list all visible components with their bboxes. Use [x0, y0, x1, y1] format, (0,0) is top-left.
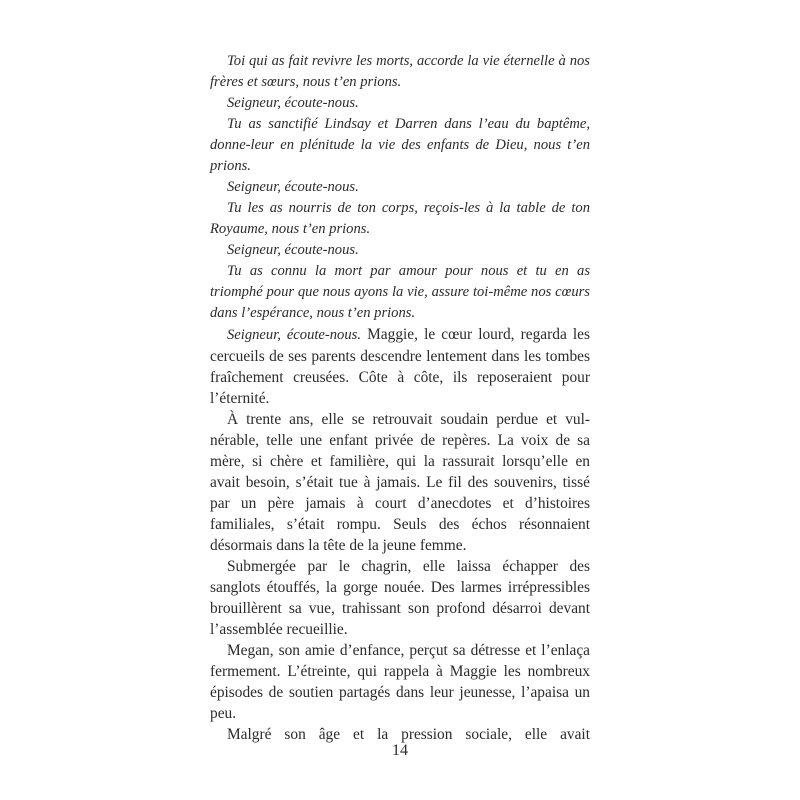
prayer-line-1: Toi qui as fait revivre les morts, accorde la vie éternelle à nos frères et sœurs, nous t’en prions.	[210, 53, 590, 90]
prayer-line-3: Tu les as nourris de ton corps, reçois-les à la table de ton Royaume, nous t’en prions.	[210, 200, 590, 237]
response-line-1: Seigneur, écoute-nous.	[227, 95, 359, 111]
response-line-3: Seigneur, écoute-nous.	[227, 242, 359, 258]
page-number: 14	[392, 742, 408, 759]
prayer-line-4: Tu as connu la mort par amour pour nous et tu en as triomphé pour que nous ayons la vie, assure toi-même nos cœurs dans l’espérance, nous t’en prions.	[210, 263, 590, 321]
response-line-4: Seigneur, écoute-nous.	[227, 327, 361, 343]
body-paragraph-2: À trente ans, elle se retrouvait soudain perdue et vulnérable, telle une enfant privée de repères. La voix de sa mère, si chère et familière, qui la rassurait lorsqu’elle en avait besoin, s’était tue à jamais. Le fil des souvenirs, tissé par un père jamais à court d’anecdotes et d’histoires familiales, s’était rompu. Seuls des échos résonnaient désormais dans la tête de la jeune femme.	[210, 411, 590, 554]
body-paragraph-3: Submergée par le chagrin, elle laissa échapper des sanglots étouffés, la gorge nouée. Des larmes irrépressibles brouillèrent sa vue, trahissant son profond désarroi devant l’assemblée recueillie.	[210, 558, 590, 638]
body-paragraph-1-text: Maggie, le cœur lourd, regarda les cercueils de ses parents descendre lentement dans les tombes fraîchement creusées. Côte à côte, ils reposeraient pour l’éternité.	[210, 326, 590, 407]
prayer-line-2: Tu as sanctifié Lindsay et Darren dans l’eau du baptême, donne-leur en plénitude la vie des enfants de Dieu, nous t’en prions.	[210, 116, 590, 174]
body-paragraph-4: Megan, son amie d’enfance, perçut sa détresse et l’enlaça fermement. L’étreinte, qui rappela à Maggie les nombreux épisodes de soutien partagés dans leur jeunesse, l’apaisa un peu.	[210, 642, 590, 722]
response-line-2: Seigneur, écoute-nous.	[227, 179, 359, 195]
text-block	[210, 51, 590, 745]
body-paragraph-5: Malgré son âge et la pression sociale, elle avait	[227, 726, 590, 743]
body-paragraph-1	[210, 324, 590, 409]
